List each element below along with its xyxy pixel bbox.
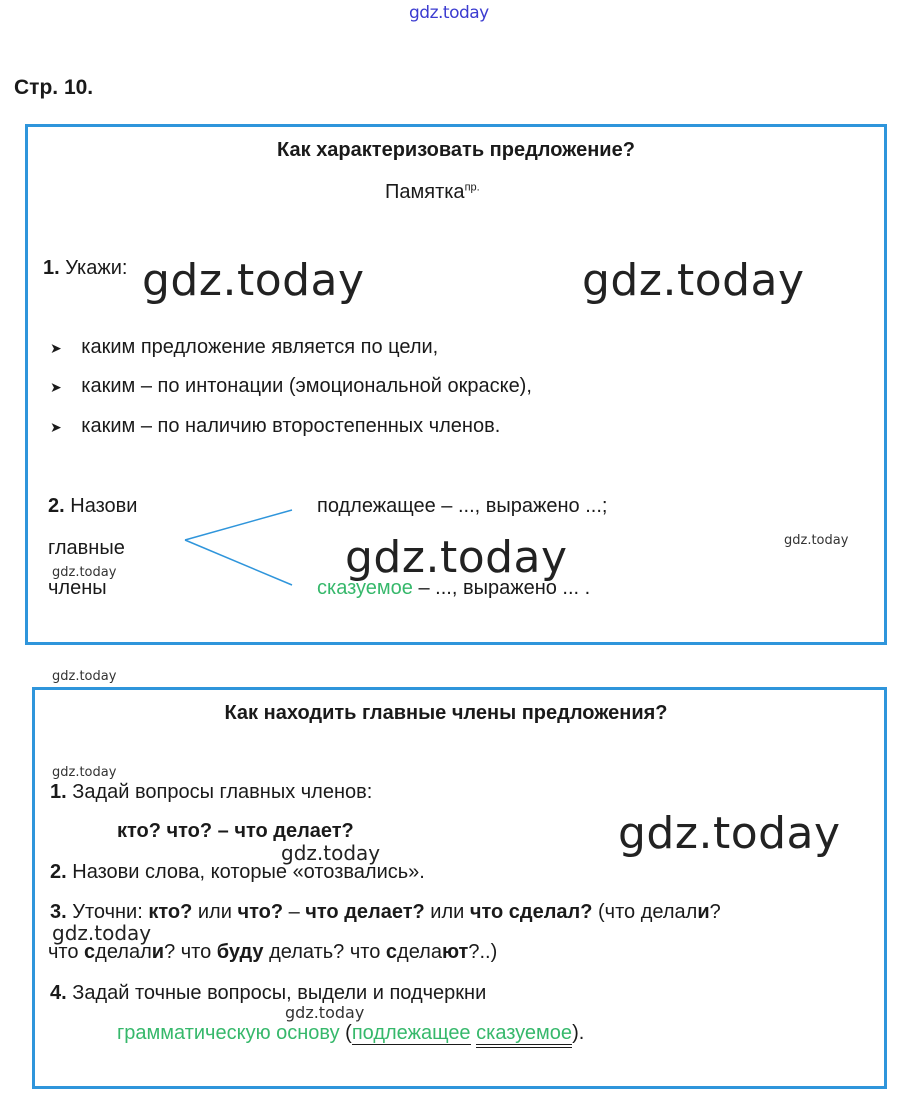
watermark-small-3: gdz.today: [52, 669, 117, 684]
s2-number: 2.: [50, 861, 67, 883]
box2-step2: [50, 861, 425, 884]
box1-subtitle-sup: пр.: [464, 181, 480, 194]
arrow-bullet-icon: ➤: [50, 419, 62, 435]
s3-ending: и: [697, 901, 710, 923]
watermark-top: gdz.today: [409, 3, 489, 23]
bullet-text: каким – по наличию второстепенных членов.: [81, 415, 501, 437]
s3-paren: (что делал: [592, 901, 698, 923]
box1-step2: [48, 495, 137, 518]
subject-underlined: подлежащее: [351, 1022, 471, 1044]
page-label: Стр. 10.: [14, 76, 94, 99]
watermark-mid-2: gdz.today: [52, 921, 152, 945]
step2-line3: члены: [48, 577, 107, 599]
box1-title: Как характеризовать предложение?: [277, 139, 635, 161]
questions-line: кто? что? – что делает?: [117, 820, 354, 842]
step1-text: Укажи:: [65, 257, 128, 279]
step2-number: 2.: [48, 495, 65, 517]
s4-number: 4.: [50, 982, 67, 1004]
watermark-big-2: gdz.today: [582, 255, 805, 306]
box2-step3-line2: [48, 941, 497, 964]
s3-l2-a: что: [48, 941, 85, 963]
s3-l2-b: с: [84, 941, 96, 963]
s3-l2-g: делать? что: [263, 941, 386, 963]
bullet-item: [50, 375, 532, 398]
s3-who: кто?: [148, 901, 193, 923]
watermark-small-5: gdz.today: [285, 1003, 365, 1022]
s3-or: или: [192, 901, 238, 923]
predicate-double-underlined: сказуемое: [476, 1022, 572, 1048]
s3-l2-k: ?..): [468, 941, 498, 963]
predicate-rest: – ..., выражено ... .: [412, 577, 591, 599]
arrow-bullet-icon: ➤: [50, 379, 62, 395]
arrow-bullet-icon: ➤: [50, 340, 62, 356]
subject-line: подлежащее – ..., выражено ...;: [317, 495, 608, 517]
paren-open: (: [339, 1022, 352, 1044]
grammar-basis: грамматическую основу: [117, 1022, 340, 1044]
box1-subtitle-text: Памятка: [385, 181, 465, 203]
s3-what: что?: [237, 901, 284, 923]
s3-number: 3.: [50, 901, 67, 923]
step2-line2: главные: [48, 537, 125, 559]
box2-step1: [50, 781, 372, 804]
box2-step4: [50, 982, 486, 1005]
s3-l2-c: делал: [95, 941, 152, 963]
watermark-mid-1: gdz.today: [281, 841, 381, 865]
bullet-text: каким предложение является по цели,: [81, 336, 439, 358]
s3-did: что сделал?: [469, 901, 593, 923]
s3-q: ?: [709, 901, 721, 923]
s3-l2-h: с: [385, 941, 398, 963]
s3-text: Уточни:: [66, 901, 149, 923]
s3-l2-f: буду: [216, 941, 264, 963]
watermark-big-4: gdz.today: [618, 808, 841, 859]
box1-subtitle: [385, 181, 480, 204]
box2-title: Как находить главные члены предложения?: [224, 702, 668, 724]
box1-step1: [43, 257, 127, 280]
s3-l2-d: и: [151, 941, 165, 963]
step1-number: 1.: [43, 257, 60, 279]
predicate-line: [317, 577, 590, 600]
s1-number: 1.: [50, 781, 67, 803]
s3-l2-e: ? что: [164, 941, 217, 963]
paren-close: ).: [572, 1022, 585, 1044]
s3-dash: –: [283, 901, 306, 923]
watermark-small-2: gdz.today: [784, 533, 849, 548]
box2-step4-line2: [117, 1022, 584, 1045]
s1-text: Задай вопросы главных членов:: [72, 781, 373, 803]
s2-text: Назови слова, которые «отозвались».: [72, 861, 425, 883]
watermark-big-3: gdz.today: [345, 532, 568, 583]
s4-text: Задай точные вопросы, выдели и подчеркни: [72, 982, 487, 1004]
watermark-small-1: gdz.today: [52, 565, 117, 580]
predicate-word: сказуемое: [317, 577, 413, 599]
s3-l2-j: ют: [441, 941, 469, 963]
step2-text: Назови: [70, 495, 138, 517]
watermark-small-4: gdz.today: [52, 765, 117, 780]
watermark-big-1: gdz.today: [142, 255, 365, 306]
s3-l2-i: дела: [397, 941, 442, 963]
branch-lines: [180, 505, 300, 590]
bullet-item: [50, 336, 438, 359]
bullet-text: каким – по интонации (эмоциональной окраске),: [81, 375, 532, 397]
bullet-item: [50, 415, 500, 438]
s3-does: что делает?: [305, 901, 425, 923]
s3-or2: или: [424, 901, 470, 923]
